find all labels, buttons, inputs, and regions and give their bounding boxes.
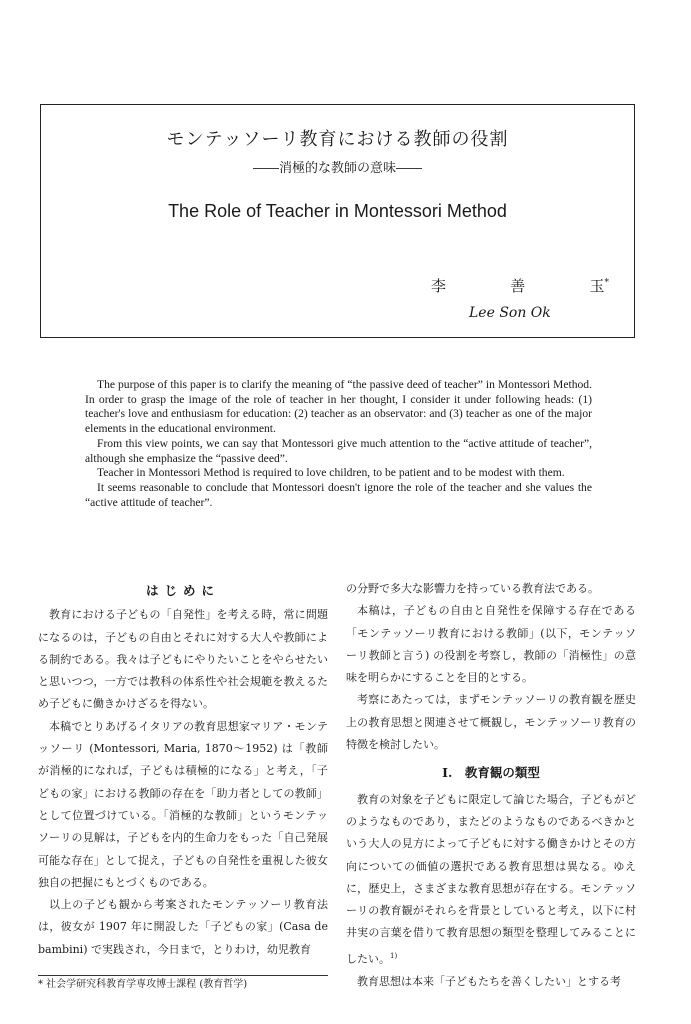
abstract-paragraph: From this view points, we can say that Montessori give much attention to the “active attitude of teacher”, although she emphasize the “passive deed”. [85,436,592,465]
body-paragraph: 以上の子ども観から考案されたモンテッソーリ教育法は，彼女が 1907 年に開設した「子どもの家」(Casa de bambini) で実践され，今日まで，とりわけ，幼児教育 [38,898,328,956]
abstract-paragraph: It seems reasonable to conclude that Montessori doesn't ignore the role of the teacher and she values the “active attitude of teacher”. [85,480,592,509]
body-paragraph: 考察にあたっては，まずモンテッソーリの教育観を歴史上の教育思想と関連させて概観し，モンテッソーリ教育の特徴を検討したい。 [346,693,636,752]
english-title: The Role of Teacher in Montessori Method [168,201,507,221]
right-column [346,578,636,993]
footnote-divider [38,975,328,976]
section-heading: I. 教育観の類型 [442,765,540,781]
left-column [38,578,328,961]
author-japanese [431,275,609,296]
author-english: Lee Son Ok [469,305,551,321]
body-paragraph: 教育の対象を子どもに限定して論じた場合，子どもがどのようなものであり，またどのようなものであるべきかという大人の見方によって子どもに対する働きかけとその方向についての価値の選択である教育思想は異なる。ゆえに，歴史上，さまざまな教育思想が存在する。モンテッソーリの教育観がそれらを背景としていると考え，以下に村井実の言葉を借りて教育思想の類型を整理してみることにしたい。$^{1)}$ [346,792,636,966]
abstract-paragraph: The purpose of this paper is to clarify the meaning of “the passive deed of teacher” in Montessori Method. In order to grasp the image of the role of teacher in her thought, I consider it under following heads: (1) teacher's love and enthusiasm for education: (2) teacher as an observator: and (3) teacher as one of the major elements in the educational environment. [85,378,592,436]
author-char: 善 [510,277,526,295]
author-footnote-mark: * [604,278,609,288]
body-paragraph: 本稿は，子どもの自由と自発性を保障する存在である「モンテッソーリ教育における教師」(以下，モンテッソーリ教師と言う) の役割を考察し，教師の「消極性」の意味を明らかにすることを目的とする。 [346,604,636,685]
body-paragraph: 教育における子どもの「自発性」を考える時，常に問題になるのは，子どもの自由とそれに対する大人や教師による制約である。我々は子どもにやりたいことをやらせたいと思いつつ，一方では教科の体系性や社会規範を教えるため子どもに働きかけざるを得ない。 [38,608,328,711]
footnote: * 社会学研究科教育学専攻博士課程 (教育哲学) [38,979,248,990]
author-char: 李 [431,277,447,295]
body-paragraph: 教育思想は本来「子どもたちを善くしたい」とする考 [357,974,621,988]
intro-heading: はじめに [145,583,220,598]
abstract [85,378,592,510]
title-box [40,104,635,338]
japanese-subtitle: ――消極的な教師の意味―― [252,161,422,176]
author-char: 玉* [589,277,609,295]
abstract-paragraph: Teacher in Montessori Method is required to love children, to be patient and to be modest with them. [97,466,565,480]
japanese-title: モンテッソーリ教育における教師の役割 [166,129,509,150]
body-paragraph-continued: の分野で多大な影響力を持っている教育法である。 [346,582,599,595]
body-paragraph: 本稿でとりあげるイタリアの教育思想家マリア・モンテッソーリ (Montessori, Maria, 1870～1952) は「教師が消極的になれば，子どもは積極的になる」と考え，「子どもの家」における教師の存在を「助力者としての教師」として位置づけている。「消極的な教師」というモンテッソーリの見解は，子どもを内的生命力をもった「自己発展可能な存在」として捉え，子どもの自発性を重視した彼女独自の把握にもとづくものである。 [38,719,328,889]
reference-mark: 1) [390,951,398,960]
